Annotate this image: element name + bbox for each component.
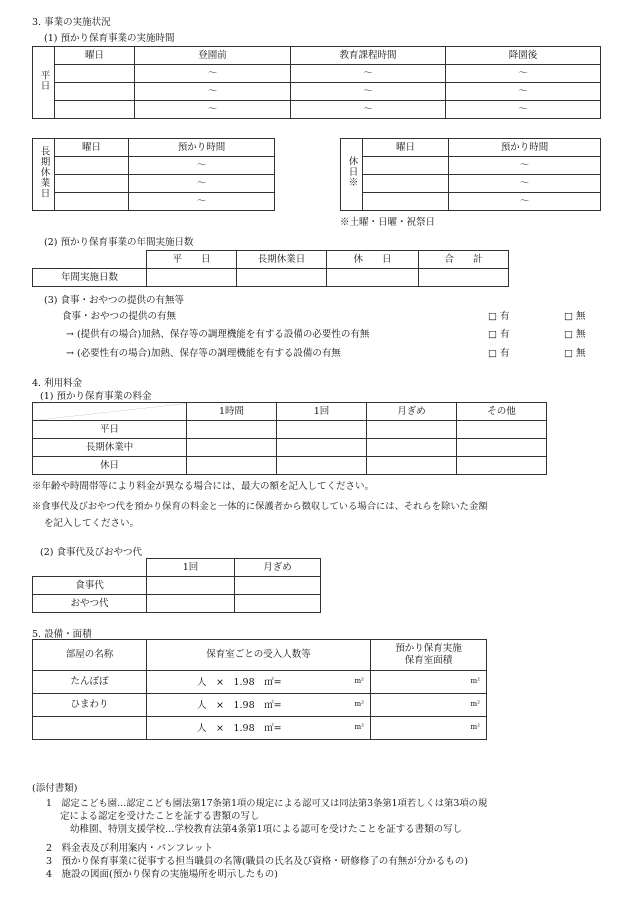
meal-no-checkbox-3[interactable]: □ 無 — [564, 348, 586, 359]
fee-cell[interactable] — [457, 439, 547, 457]
attachment-item-1-sub: 幼稚園、特別支援学校…学校教育法第4条第1項による認可を受けたことを証する書類の写し — [70, 824, 463, 835]
meal-yes-checkbox-3[interactable]: □ 有 — [488, 348, 510, 359]
subsection-4-2-heading: (2) 食事代及びおやつ代 — [40, 547, 142, 558]
attachment-item-1: 1 認定こども園…認定こども園法第17条第1項の規定による認可又は同法第3条第1項若しくは第3項の規 — [46, 798, 488, 809]
header-holiday: 休 日 — [327, 251, 419, 269]
header-after-school: 降園後 — [446, 47, 601, 65]
fee-cell[interactable] — [367, 457, 457, 475]
food-row-label: 食事代 — [33, 577, 147, 595]
fee-cell[interactable] — [277, 439, 367, 457]
day-cell[interactable] — [55, 101, 135, 119]
fee-cell[interactable] — [187, 439, 277, 457]
meal-question-1: 食事・おやつの提供の有無 — [62, 311, 177, 322]
meal-yes-checkbox-1[interactable]: □ 有 — [488, 311, 510, 322]
attachment-item-3: 3 預かり保育事業に従事する担当職員の名簿(職員の氏名及び資格・研修修了の有無が分かるもの) — [46, 856, 468, 867]
header-long-holiday: 長期休業日 — [237, 251, 327, 269]
days-cell[interactable] — [147, 269, 237, 287]
time-cell[interactable]: ～ — [446, 101, 601, 119]
header-curriculum-time: 教育課程時間 — [291, 47, 446, 65]
attachment-item-4: 4 施設の図面(預かり保育の実施場所を明示したもの) — [46, 869, 278, 880]
time-cell[interactable]: ～ — [129, 175, 275, 193]
fee-note-1: ※年齢や時間帯等により料金が異なる場合には、最大の額を記入してください。 — [32, 481, 375, 492]
food-fee-cell[interactable] — [235, 577, 321, 595]
attachment-item-1-cont: 定による認定を受けたことを証する書類の写し — [60, 811, 260, 822]
header-total: 合 計 — [419, 251, 509, 269]
subsection-4-1-heading: (1) 預かり保育事業の料金 — [40, 391, 152, 402]
fee-note-2-cont: を記入してください。 — [44, 518, 140, 529]
header-per-visit: 1回 — [277, 403, 367, 421]
annual-days-table — [32, 250, 509, 287]
room-name[interactable] — [33, 717, 147, 740]
header-room-name: 部屋の名称 — [33, 640, 147, 671]
header-hours: 預かり時間 — [129, 139, 275, 157]
area-cell[interactable] — [371, 694, 487, 717]
unit-label: m² — [354, 723, 364, 731]
unit-label: m² — [470, 700, 480, 708]
fee-cell[interactable] — [277, 457, 367, 475]
attachments-heading: (添付書類) — [32, 783, 78, 794]
fee-row-label: 平日 — [33, 421, 187, 439]
day-cell[interactable] — [55, 175, 129, 193]
capacity-formula: 人 × 1.98 ㎡= — [197, 700, 282, 711]
header-other: その他 — [457, 403, 547, 421]
header-area-line2: 保育室面積 — [404, 655, 453, 666]
fee-table — [32, 402, 547, 475]
header-day: 曜日 — [363, 139, 449, 157]
days-cell[interactable] — [419, 269, 509, 287]
weekday-hours-table — [32, 46, 601, 119]
unit-label: m² — [354, 677, 364, 685]
time-cell[interactable]: ～ — [129, 157, 275, 175]
room-name: ひまわり — [33, 694, 147, 717]
unit-label: m² — [470, 723, 480, 731]
section-3-heading: 3. 事業の実施状況 — [32, 17, 111, 28]
days-cell[interactable] — [237, 269, 327, 287]
fee-cell[interactable] — [277, 421, 367, 439]
fee-row-label: 長期休業中 — [33, 439, 187, 457]
header-per-hour: 1時間 — [187, 403, 277, 421]
capacity-cell[interactable] — [147, 694, 371, 717]
holiday-note: ※土曜・日曜・祝祭日 — [340, 217, 436, 228]
header-monthly: 月ぎめ — [367, 403, 457, 421]
capacity-formula: 人 × 1.98 ㎡= — [197, 677, 282, 688]
day-cell[interactable] — [363, 157, 449, 175]
header-capacity: 保育室ごとの受入人数等 — [147, 640, 371, 671]
fee-cell[interactable] — [457, 457, 547, 475]
food-fee-cell[interactable] — [147, 577, 235, 595]
header-hours: 預かり時間 — [449, 139, 601, 157]
subsection-3-1-heading: (1) 預かり保育事業の実施時間 — [44, 33, 175, 44]
food-fee-cell[interactable] — [235, 595, 321, 613]
capacity-cell[interactable] — [147, 717, 371, 740]
day-cell[interactable] — [55, 83, 135, 101]
fee-cell[interactable] — [187, 421, 277, 439]
time-cell[interactable]: ～ — [291, 83, 446, 101]
unit-label: m² — [470, 677, 480, 685]
header-per-visit: 1回 — [147, 559, 235, 577]
time-cell[interactable]: ～ — [135, 101, 291, 119]
capacity-cell[interactable] — [147, 671, 371, 694]
food-fee-table — [32, 558, 321, 613]
area-cell[interactable] — [371, 717, 487, 740]
time-cell[interactable]: ～ — [129, 193, 275, 211]
header-day: 曜日 — [55, 47, 135, 65]
annual-days-label: 年間実施日数 — [33, 269, 147, 287]
time-cell[interactable]: ～ — [135, 65, 291, 83]
time-cell[interactable]: ～ — [135, 83, 291, 101]
meal-question-3: → (必要性有の場合)加熱、保存等の調理機能を有する設備の有無 — [66, 348, 341, 359]
long-holiday-table — [32, 138, 275, 211]
header-weekday: 平 日 — [147, 251, 237, 269]
subsection-3-2-heading: (2) 預かり保育事業の年間実施日数 — [44, 237, 194, 248]
corner-cell — [33, 403, 187, 421]
fee-cell[interactable] — [457, 421, 547, 439]
day-cell[interactable] — [363, 175, 449, 193]
corner-cell — [33, 251, 147, 269]
unit-label: m² — [354, 700, 364, 708]
corner-cell — [33, 559, 147, 577]
capacity-formula: 人 × 1.98 ㎡= — [197, 723, 282, 734]
meal-no-checkbox-1[interactable]: □ 無 — [564, 311, 586, 322]
holiday-table — [340, 138, 601, 211]
fee-cell[interactable] — [367, 421, 457, 439]
attachment-item-2: 2 料金表及び利用案内・パンフレット — [46, 843, 214, 854]
time-cell[interactable]: ～ — [291, 65, 446, 83]
header-area — [371, 640, 487, 671]
day-cell[interactable] — [363, 193, 449, 211]
food-fee-cell[interactable] — [147, 595, 235, 613]
fee-cell[interactable] — [187, 457, 277, 475]
time-cell[interactable]: ～ — [449, 193, 601, 211]
header-day: 曜日 — [55, 139, 129, 157]
time-cell[interactable]: ～ — [449, 157, 601, 175]
subsection-3-3-heading: (3) 食事・おやつの提供の有無等 — [44, 295, 184, 306]
fee-row-label: 休日 — [33, 457, 187, 475]
day-cell[interactable] — [55, 65, 135, 83]
holiday-row-label: 休日※ — [341, 139, 363, 211]
room-name: たんぽぽ — [33, 671, 147, 694]
day-cell[interactable] — [55, 193, 129, 211]
area-cell[interactable] — [371, 671, 487, 694]
time-cell[interactable]: ～ — [291, 101, 446, 119]
weekday-row-label: 平日 — [33, 47, 55, 119]
time-cell[interactable]: ～ — [446, 83, 601, 101]
long-holiday-row-label: 長期休業日 — [33, 139, 55, 211]
section-4-heading: 4. 利用料金 — [32, 378, 83, 389]
fee-cell[interactable] — [367, 439, 457, 457]
facility-table — [32, 639, 487, 740]
section-5-heading: 5. 設備・面積 — [32, 629, 92, 640]
fee-note-2: ※食事代及びおやつ代を預かり保育の料金と一体的に保護者から徴収している場合には、それらを除いた金額 — [32, 501, 488, 512]
time-cell[interactable]: ～ — [446, 65, 601, 83]
day-cell[interactable] — [55, 157, 129, 175]
time-cell[interactable]: ～ — [449, 175, 601, 193]
header-area-line1: 預かり保育実施 — [395, 643, 462, 654]
header-monthly: 月ぎめ — [235, 559, 321, 577]
food-row-label: おやつ代 — [33, 595, 147, 613]
header-before-school: 登園前 — [135, 47, 291, 65]
meal-yes-checkbox-2[interactable]: □ 有 — [488, 329, 510, 340]
meal-no-checkbox-2[interactable]: □ 無 — [564, 329, 586, 340]
meal-question-2: → (提供有の場合)加熱、保存等の調理機能を有する設備の必要性の有無 — [66, 329, 370, 340]
days-cell[interactable] — [327, 269, 419, 287]
